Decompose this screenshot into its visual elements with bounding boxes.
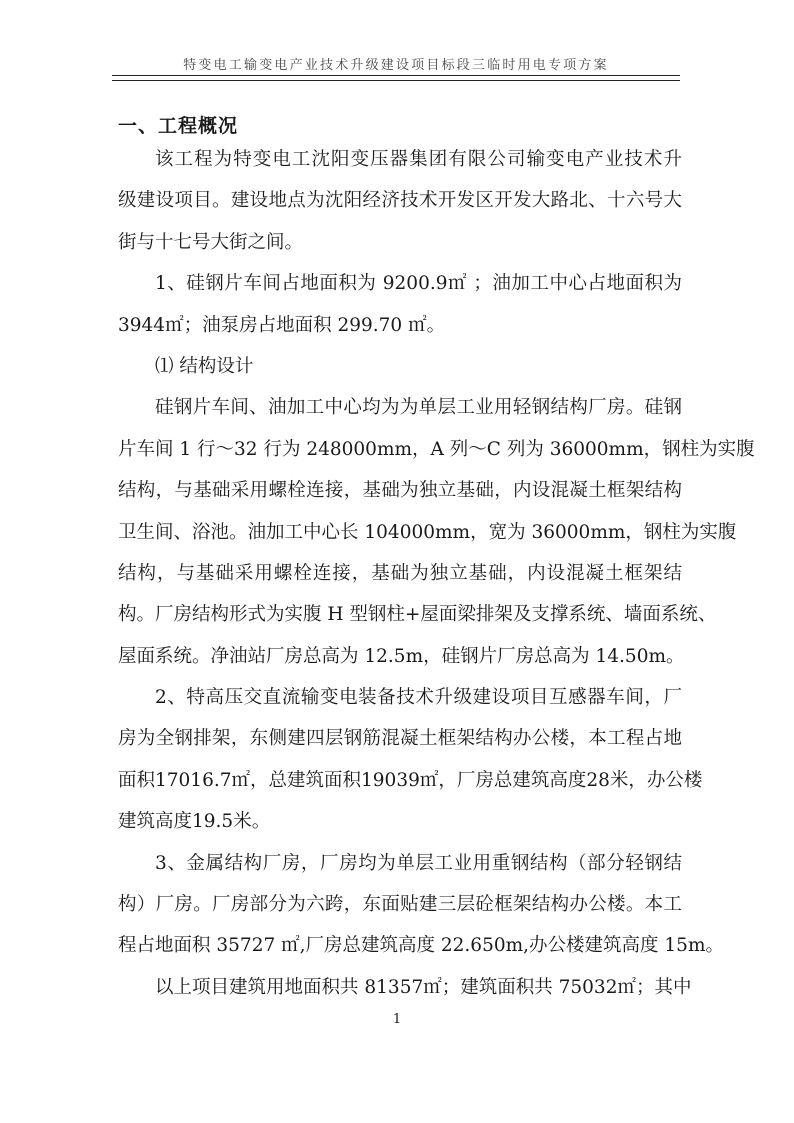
text-line: 构）厂房。厂房部分为六跨，东面贴建三层砼框架结构办公楼。本工 bbox=[118, 894, 682, 916]
text-line: 屋面系统。净油站厂房总高为 12.5m，硅钢片厂房总高为 14.50m。 bbox=[118, 645, 685, 667]
text-line: 结构，与基础采用螺栓连接，基础为独立基础，内设混凝土框架结构 bbox=[118, 480, 682, 502]
text-line: 面积17016.7㎡，总建筑面积19039㎡，厂房总建筑高度28米，办公楼 bbox=[118, 769, 703, 791]
text-line: 程占地面积 35727 ㎡,厂房总建筑高度 22.650m,办公楼建筑高度 15m。 bbox=[118, 935, 724, 957]
text-line: 3944㎡；油泵房占地面积 299.70 ㎡。 bbox=[118, 314, 446, 336]
running-header: 特变电工输变电产业技术升级建设项目标段三临时用电专项方案 bbox=[183, 58, 609, 73]
header-rule bbox=[112, 80, 680, 81]
section-heading: 一、工程概况 bbox=[118, 115, 239, 137]
text-line: 卫生间、浴池。油加工中心长 104000mm，宽为 36000mm，钢柱为实腹 bbox=[118, 521, 737, 543]
text-line: 级建设项目。建设地点为沈阳经济技术开发区开发大路北、十六号大 bbox=[118, 190, 682, 212]
text-line: 硅钢片车间、油加工中心均为为单层工业用轻钢结构厂房。硅钢 bbox=[155, 397, 682, 419]
text-line: 3、金属结构厂房，厂房均为单层工业用重钢结构（部分轻钢结 bbox=[155, 852, 682, 874]
text-line: 结构，与基础采用螺栓连接，基础为独立基础，内设混凝土框架结 bbox=[118, 562, 682, 584]
subheading: ⑴ 结构设计 bbox=[155, 355, 254, 377]
text-line: 片车间 1 行～32 行为 248000mm，A 列～C 列为 36000mm，钢柱为实腹 bbox=[118, 438, 755, 460]
text-line: 以上项目建筑用地面积共 81357㎡；建筑面积共 75032㎡；其中 bbox=[155, 976, 692, 998]
text-line: 构。厂房结构形式为实腹 H 型钢柱+屋面梁排架及支撑系统、墙面系统、 bbox=[118, 604, 717, 626]
page-number: 1 bbox=[392, 1012, 402, 1027]
text-line: 2、特高压交直流输变电装备技术升级建设项目互感器车间，厂 bbox=[155, 687, 682, 709]
text-line: 房为全钢排架，东侧建四层钢筋混凝土框架结构办公楼，本工程占地 bbox=[118, 728, 682, 750]
header-rule bbox=[112, 75, 680, 76]
body-text bbox=[118, 139, 755, 1008]
text-line: 街与十七号大街之间。 bbox=[118, 231, 304, 253]
text-line: 该工程为特变电工沈阳变压器集团有限公司输变电产业技术升 bbox=[155, 149, 682, 170]
text-line: 1、硅钢片车间占地面积为 9200.9㎡ ；油加工中心占地面积为 bbox=[155, 273, 682, 295]
text-line: 建筑高度19.5米。 bbox=[118, 811, 271, 833]
